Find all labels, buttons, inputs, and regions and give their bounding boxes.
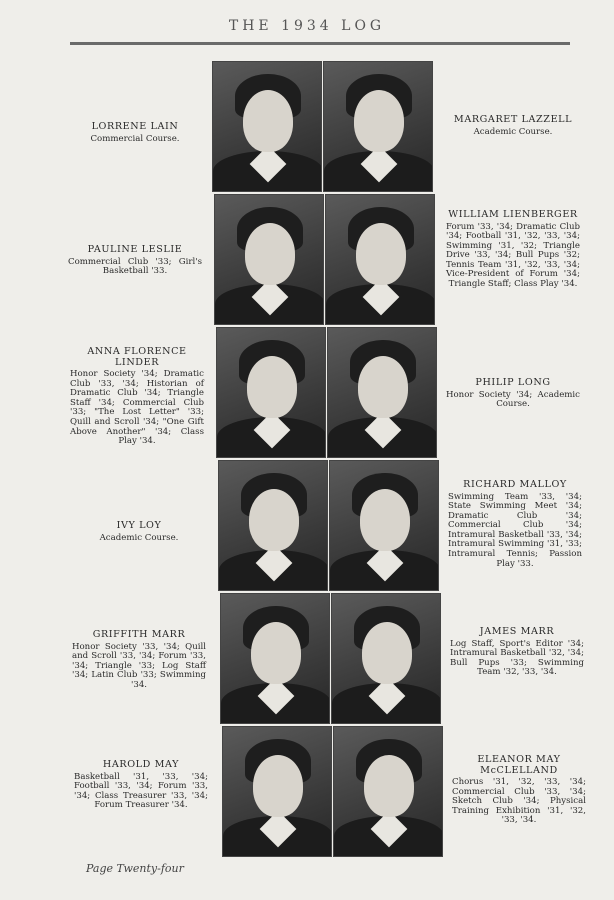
student-desc: Swimming Team '33, '34; State Swimming Meet '34; Dramatic Club '34; Commercial Club '34; Intramural Basketball '33, '34; Intramural Swimming '31, '33; Intramural Tennis; Passion Play '33.	[448, 491, 582, 569]
entry-philip-long	[446, 378, 580, 410]
student-name: ANNA FLORENCE LINDER	[87, 346, 187, 368]
entry-griffith-marr	[72, 630, 206, 690]
entry-ivy-loy	[72, 521, 206, 543]
portrait-lorrene-lain	[212, 61, 322, 192]
student-name: LORRENE LAIN	[91, 121, 179, 132]
entry-margaret-lazzell	[446, 115, 580, 137]
portrait-eleanor-may-mcclelland	[333, 726, 443, 857]
entry-lorrene-lain	[68, 122, 202, 144]
student-name: WILLIAM LIENBERGER	[448, 209, 578, 220]
student-desc: Log Staff, Sport's Editor '34; Intramural Basketball '32, '34; Bull Pups '33; Swimming Team '32, '33, '34.	[450, 638, 584, 678]
student-desc: Honor Society '33, '34; Quill and Scroll '33, '34; Forum '33, '34; Triangle '33; Log Staff '34; Latin Club '33; Swimming '34.	[72, 641, 206, 690]
student-name: HAROLD MAY	[102, 759, 180, 770]
student-name: GRIFFITH MARR	[92, 629, 186, 640]
page-number: Page Twenty-four	[86, 862, 184, 875]
portrait-richard-malloy	[329, 460, 439, 591]
entry-eleanor-may-mcclelland	[452, 755, 586, 826]
page-header: THE 1934 LOG	[228, 18, 386, 34]
portrait-pauline-leslie	[214, 194, 324, 325]
header-rule	[70, 42, 570, 45]
portrait-philip-long	[327, 327, 437, 458]
student-desc: Honor Society '34; Academic Course.	[446, 389, 580, 410]
portrait-anna-florence-linder	[216, 327, 326, 458]
student-desc: Commercial Course.	[90, 133, 180, 144]
student-name: PAULINE LESLIE	[87, 244, 183, 255]
portrait-william-lienberger	[325, 194, 435, 325]
entry-pauline-leslie	[68, 245, 202, 277]
student-desc: Academic Course.	[99, 532, 179, 543]
portrait-harold-may	[222, 726, 332, 857]
portrait-james-marr	[331, 593, 441, 724]
entry-richard-malloy	[448, 480, 582, 569]
student-name: IVY LOY	[116, 520, 162, 531]
entry-james-marr	[450, 627, 584, 678]
student-desc: Forum '33, '34; Dramatic Club '34; Football '31, '32, '33, '34; Swimming '31, '32; Triangle Drive '33, '34; Bull Pups '32; Tennis Team '31, '32, '33, '34; Vice-President of Forum '34; Triangle Staff; Class Play '34.	[446, 221, 580, 290]
entry-harold-may	[74, 760, 208, 811]
student-name: PHILIP LONG	[475, 377, 551, 388]
student-desc: Basketball '31, '33, '34; Football '33, '34; Forum '33, '34; Class Treasurer '33, '34; Forum Treasurer '34.	[74, 771, 208, 811]
portrait-griffith-marr	[220, 593, 330, 724]
entry-william-lienberger	[446, 210, 580, 290]
student-name: RICHARD MALLOY	[463, 479, 567, 490]
student-name: MARGARET LAZZELL	[453, 114, 573, 125]
portrait-ivy-loy	[218, 460, 328, 591]
student-name: JAMES MARR	[479, 626, 555, 637]
student-desc: Honor Society '34; Dramatic Club '33, '34; Historian of Dramatic Club '34; Triangle Staff '34; Commercial Club '33; "The Lost Letter" '33; Quill and Scroll '34; "One Gift Above Another" '34; Class Play '34.	[70, 369, 204, 447]
student-desc: Chorus '31, '32, '33, '34; Commercial Club '33, '34; Sketch Club '34; Physical Training Exhibition '31, '32, '33, '34.	[452, 777, 586, 826]
student-name: ELEANOR MAY McCLELLAND	[477, 754, 561, 776]
student-desc: Academic Course.	[473, 126, 553, 137]
entry-anna-florence-linder	[70, 347, 204, 447]
student-desc: Commercial Club '33; Girl's Basketball '33.	[68, 256, 202, 277]
portrait-margaret-lazzell	[323, 61, 433, 192]
